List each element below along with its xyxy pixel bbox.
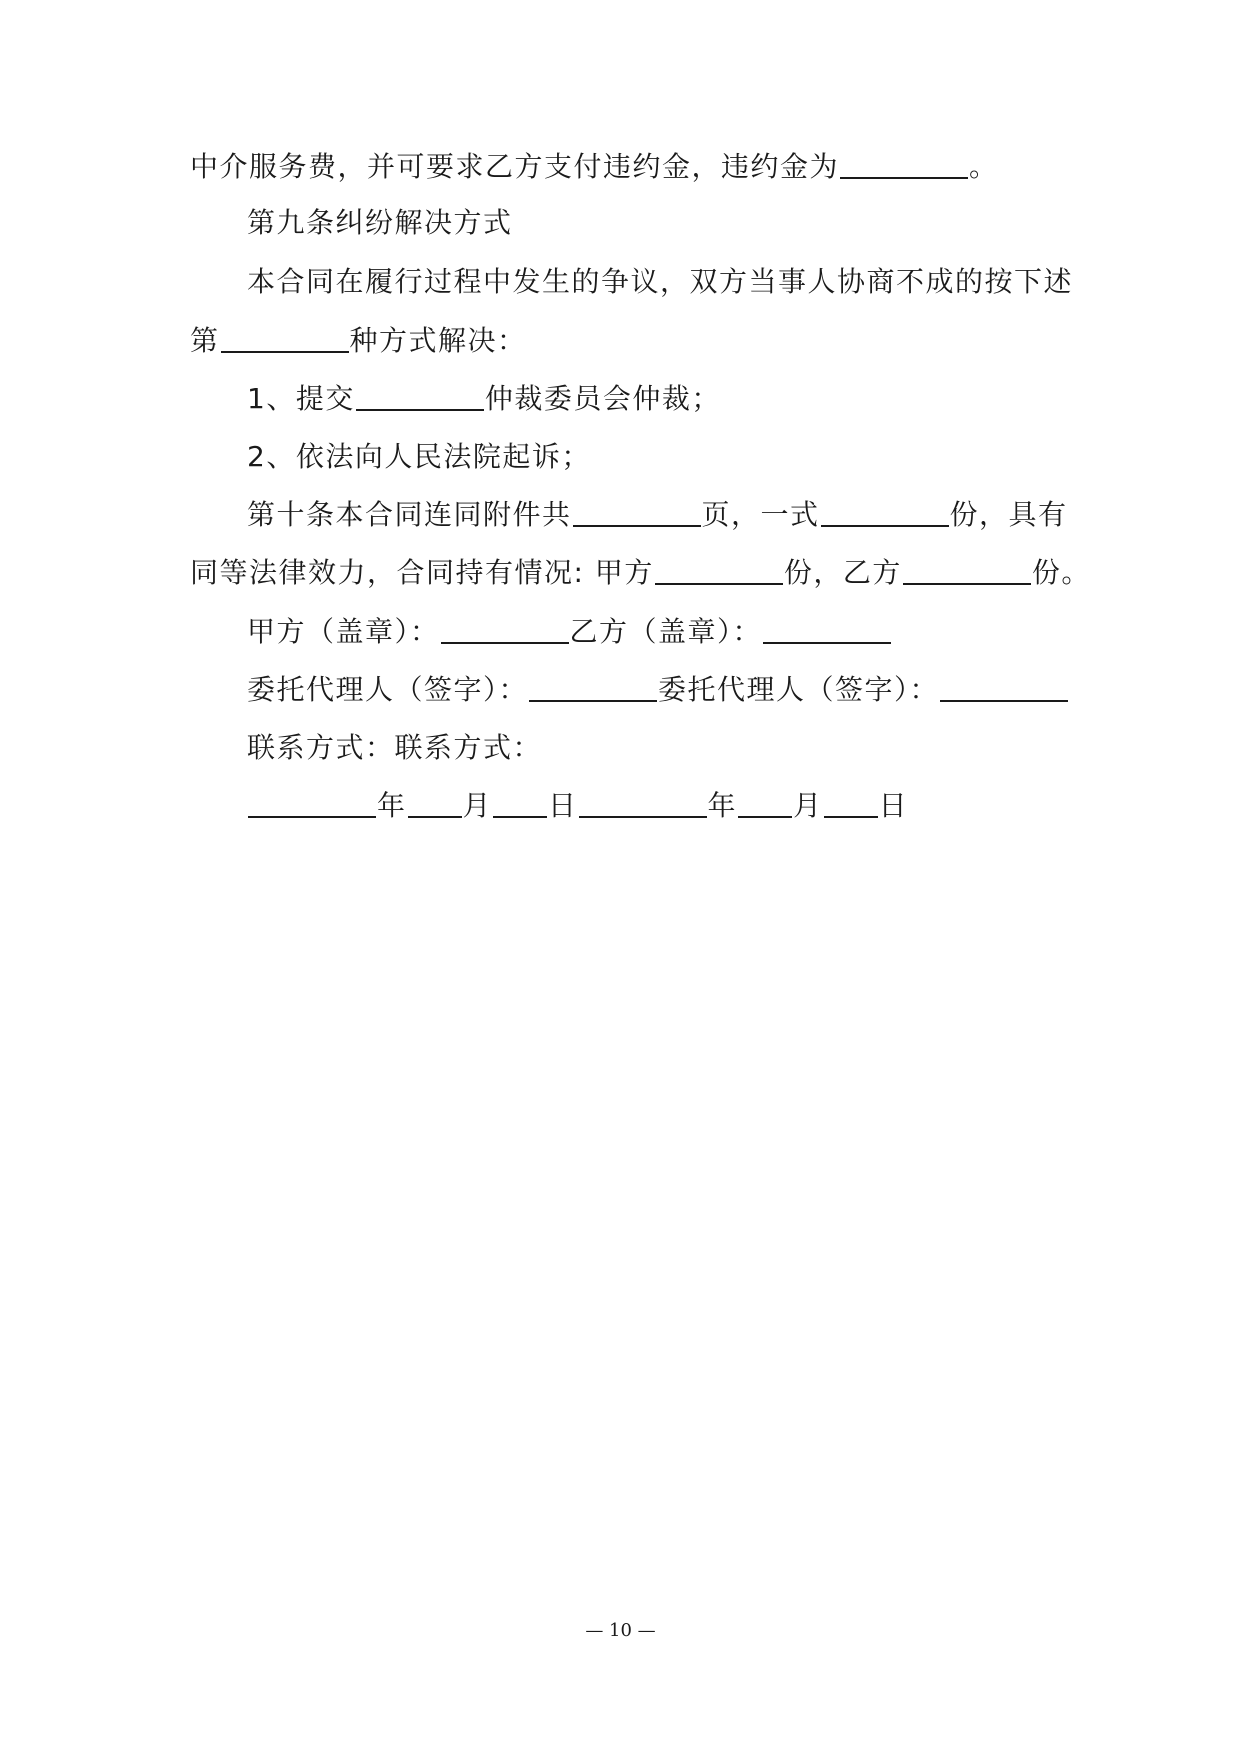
fill-blank	[903, 557, 1031, 585]
fill-blank	[493, 790, 547, 818]
fill-blank	[940, 674, 1068, 702]
fill-blank	[821, 499, 949, 527]
fill-blank	[655, 557, 783, 585]
line-text: 甲方（盖章）：	[247, 615, 440, 648]
date-unit: 月	[793, 789, 823, 822]
fill-blank	[824, 790, 878, 818]
fill-blank	[529, 674, 657, 702]
clause-heading: 第九条纠纷解决方式	[247, 206, 513, 239]
fill-blank	[738, 790, 792, 818]
date-unit: 日	[878, 789, 909, 822]
fill-blank	[763, 616, 891, 644]
line-text: 种方式解决：	[349, 324, 527, 357]
signature-line	[247, 612, 892, 652]
fill-blank	[408, 790, 462, 818]
line-text: 委托代理人（签字）：	[658, 673, 940, 706]
line-text: 份，具有	[949, 498, 1068, 531]
fill-blank	[579, 790, 707, 818]
fill-blank	[221, 325, 349, 353]
line-text: 仲裁委员会仲裁；	[484, 382, 721, 415]
line-text: 1、提交	[247, 382, 355, 415]
line-text: 第十条本合同连同附件共	[247, 498, 572, 531]
line-text: 乙方（盖章）：	[569, 615, 763, 648]
line-text: 中介服务费，并可要求乙方支付违约金，违约金为	[190, 150, 840, 183]
line-text: 页，一式	[701, 498, 820, 531]
date-unit: 日	[548, 789, 578, 822]
text-line	[190, 321, 527, 361]
list-item: 2、依法向人民法院起诉；	[247, 440, 591, 473]
date-unit: 年	[377, 789, 407, 822]
list-item	[247, 379, 721, 419]
fill-blank	[356, 383, 484, 411]
signature-line	[247, 670, 1069, 710]
fill-blank	[840, 151, 968, 179]
page-number: — 10 —	[585, 1620, 656, 1641]
text-line	[190, 553, 1091, 593]
line-text: 同等法律效力，合同持有情况: 甲方	[190, 556, 654, 589]
contact-line: 联系方式：联系方式：	[247, 731, 543, 764]
date-line	[247, 786, 908, 826]
line-text: 份。	[1031, 556, 1091, 589]
line-text: 委托代理人（签字）：	[247, 673, 529, 706]
line-text: 。	[969, 150, 999, 183]
date-unit: 年	[707, 789, 738, 822]
fill-blank	[248, 790, 376, 818]
text-line	[247, 495, 1068, 535]
fill-blank	[573, 499, 701, 527]
text-line	[190, 147, 999, 187]
text-line: 本合同在履行过程中发生的争议，双方当事人协商不成的按下述	[247, 265, 1074, 298]
line-text: 第	[190, 324, 220, 357]
date-unit: 月	[462, 789, 493, 822]
fill-blank	[441, 616, 569, 644]
line-text: 份，乙方	[783, 556, 902, 589]
